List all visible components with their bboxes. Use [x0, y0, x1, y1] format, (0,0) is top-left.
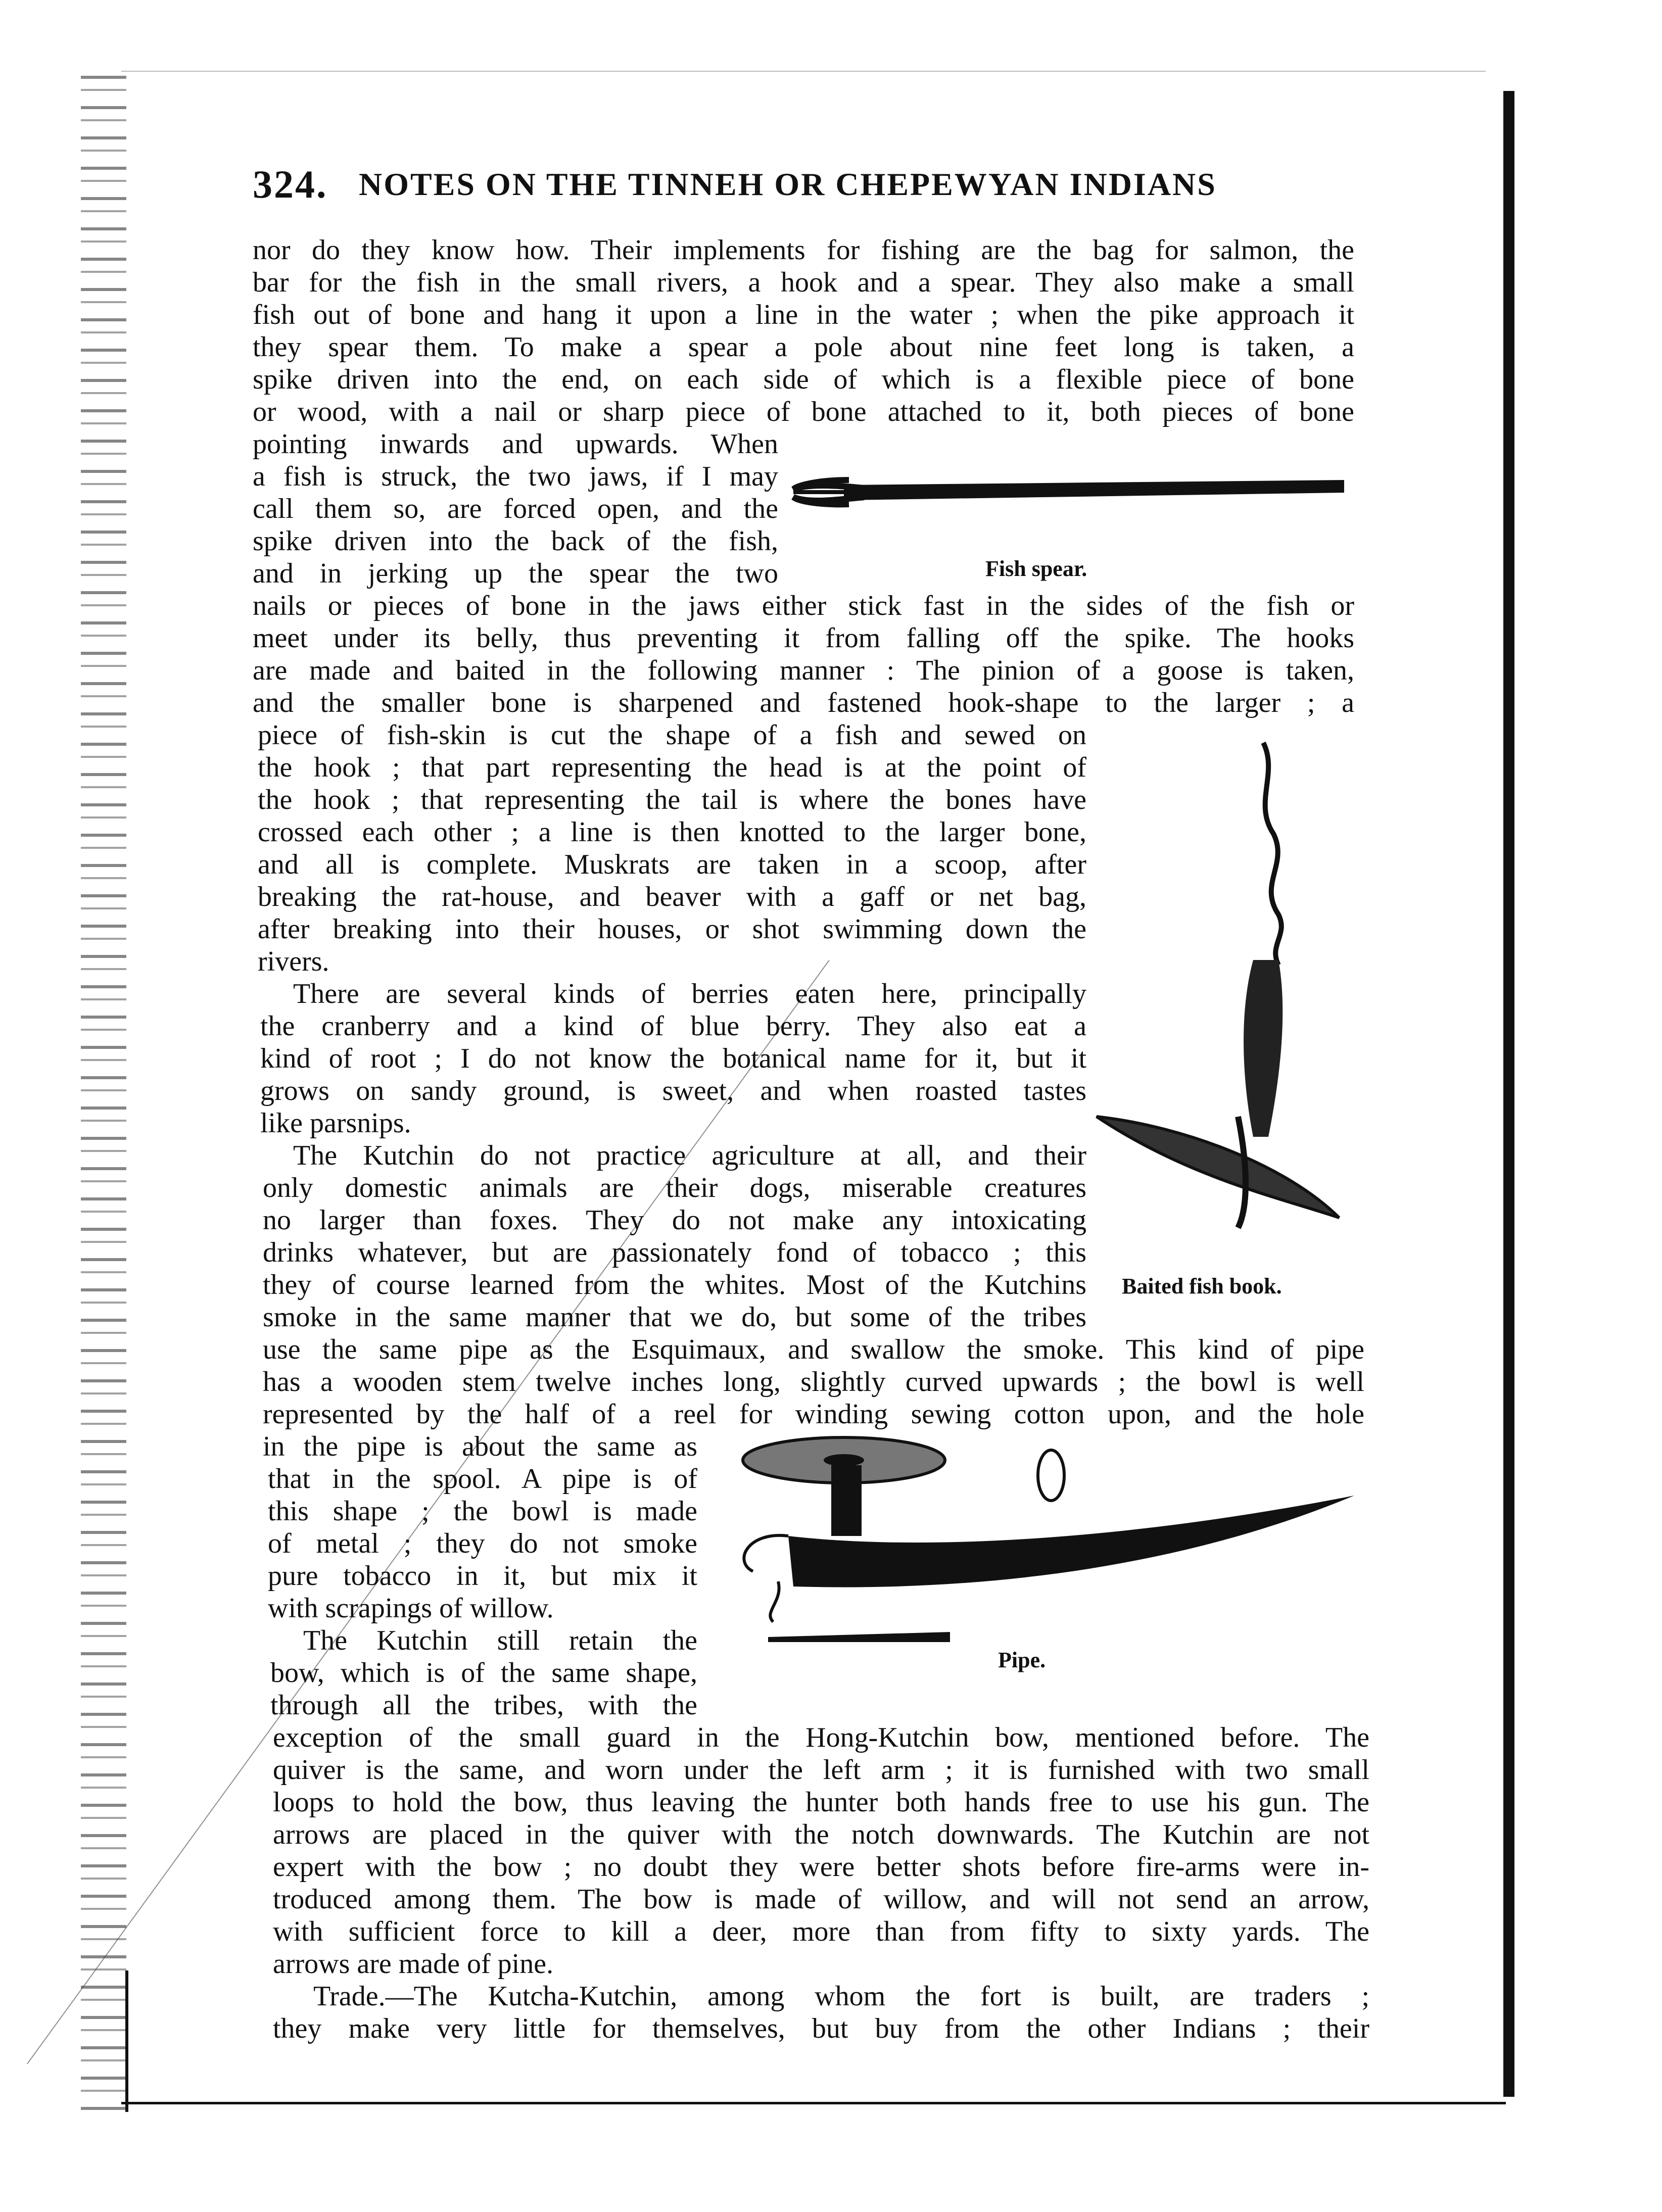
text-line: quiver is the same, and worn under the left arm ; it is furnished with two small — [273, 1754, 1369, 1786]
hook-bone — [1244, 960, 1283, 1137]
text-line: grows on sandy ground, is sweet, and when roasted tastes — [260, 1075, 1086, 1107]
text-line: no larger than foxes. They do not make any intoxicating — [263, 1205, 1086, 1236]
text-line: and the smaller bone is sharpened and fastened hook-shape to the larger ; a — [253, 687, 1354, 718]
text-line: pure tobacco in it, but mix it — [268, 1560, 697, 1592]
text-line: The Kutchin still retain the — [303, 1625, 697, 1656]
text-line: this shape ; the bowl is made — [268, 1496, 697, 1527]
text-line: through all the tribes, with the — [270, 1690, 697, 1721]
text-line: drinks whatever, but are passionately fond of tobacco ; this — [263, 1237, 1086, 1268]
pipe-tassel — [744, 1535, 788, 1571]
text-line: like parsnips. — [260, 1108, 411, 1139]
page-number: 324. — [253, 162, 328, 206]
text-line: has a wooden stem twelve inches long, slightly curved upwards ; the bowl is well — [263, 1366, 1364, 1398]
text-line: Trade.—The Kutcha-Kutchin, among whom the fort is built, are traders ; — [313, 1981, 1369, 2012]
text-line: The Kutchin do not practice agriculture at all, and their — [293, 1140, 1086, 1171]
text-line: that in the spool. A pipe is of — [268, 1463, 697, 1495]
text-line: rivers. — [258, 946, 329, 977]
text-line: arrows are made of pine. — [273, 1948, 554, 1980]
text-line: kind of root ; I do not know the botanical name for it, but it — [260, 1043, 1086, 1074]
pipe-caption: Pipe. — [998, 1648, 1046, 1672]
text-line: they of course learned from the whites. Most of the Kutchins — [263, 1269, 1086, 1301]
running-title: NOTES ON THE TINNEH OR CHEPEWYAN INDIANS — [359, 166, 1217, 202]
right-margin-rule — [1503, 91, 1514, 2097]
text-line: they make very little for themselves, but buy from the other Indians ; their — [273, 2013, 1369, 2044]
text-line: pointing inwards and upwards. When — [253, 428, 778, 460]
text-line: spike driven into the end, on each side of which is a flexible piece of bone — [253, 364, 1354, 395]
text-line: bar for the fish in the small rivers, a hook and a spear. They also make a small — [253, 267, 1354, 298]
pipe-bowl-neck — [831, 1465, 862, 1536]
fish-spear-figure — [778, 445, 1374, 546]
pipe-figure — [718, 1430, 1405, 1652]
text-line: the cranberry and a kind of blue berry. They also eat a — [260, 1011, 1086, 1042]
text-line: arrows are placed in the quiver with the notch downwards. The Kutchin are not — [273, 1819, 1369, 1850]
text-line: nails or pieces of bone in the jaws either stick fast in the sides of the fish or — [253, 590, 1354, 621]
text-line: are made and baited in the following manner : The pinion of a goose is taken, — [253, 655, 1354, 686]
text-line: smoke in the same manner that we do, but some of the tribes — [263, 1302, 1086, 1333]
fish-spear-caption: Fish spear. — [985, 556, 1087, 581]
pipe-stem — [788, 1496, 1354, 1587]
text-line: in the pipe is about the same as — [263, 1431, 697, 1462]
text-line: nor do they know how. Their implements for fishing are the bag for salmon, the — [253, 234, 1354, 266]
text-line: piece of fish-skin is cut the shape of a fish and sewed on — [258, 719, 1086, 751]
text-line: meet under its belly, thus preventing it from falling off the spike. The hooks — [253, 622, 1354, 654]
text-line: troduced among them. The bow is made of willow, and will not send an arrow, — [273, 1884, 1369, 1915]
text-line: use the same pipe as the Esquimaux, and swallow the smoke. This kind of pipe — [263, 1334, 1364, 1365]
text-line: and all is complete. Muskrats are taken in a scoop, after — [258, 849, 1086, 880]
bottom-margin-rule — [121, 2102, 1506, 2104]
text-line: spike driven into the back of the fish, — [253, 525, 778, 557]
text-line: the hook ; that part representing the head is at the point of — [258, 752, 1086, 783]
text-line: a fish is struck, the two jaws, if I may — [253, 461, 778, 492]
pipe-pick — [768, 1632, 950, 1642]
hook-line — [1263, 743, 1281, 965]
fish-skin-bait — [1097, 1117, 1339, 1218]
text-line: There are several kinds of berries eaten here, principally — [293, 978, 1086, 1009]
spear-jaw-upper — [793, 480, 864, 489]
spear-pole — [844, 480, 1344, 500]
text-line: fish out of bone and hang it upon a line in the water ; when the pike approach it — [253, 299, 1354, 330]
text-line: or wood, with a nail or sharp piece of bone attached to it, both pieces of bone — [253, 396, 1354, 427]
text-line: bow, which is of the same shape, — [270, 1657, 697, 1689]
text-line: with sufficient force to kill a deer, more than from fifty to sixty yards. The — [273, 1916, 1369, 1947]
text-line: the hook ; that representing the tail is where the bones have — [258, 784, 1086, 815]
text-line: exception of the small guard in the Hong-Kutchin bow, mentioned before. The — [273, 1722, 1369, 1753]
text-line: they spear them. To make a spear a pole about nine feet long is taken, a — [253, 331, 1354, 363]
spear-jaw-lower — [793, 497, 864, 504]
pipe-bowl-hole — [824, 1454, 864, 1466]
baited-fish-hook-figure — [1086, 733, 1369, 1263]
text-line: loops to hold the bow, thus leaving the hunter both hands free to use his gun. The — [273, 1787, 1369, 1818]
text-line: call them so, are forced open, and the — [253, 493, 778, 524]
pipe-bowl-section — [1038, 1450, 1064, 1501]
pipe-tassel-lower — [770, 1581, 779, 1622]
left-edge-mark — [125, 1970, 128, 2112]
text-line: and in jerking up the spear the two — [253, 558, 778, 589]
left-binding-edge — [81, 76, 126, 2112]
text-line: crossed each other ; a line is then knotted to the larger bone, — [258, 816, 1086, 848]
text-line: represented by the half of a reel for winding sewing cotton upon, and the hole — [263, 1399, 1364, 1430]
fish-hook-caption: Baited fish book. — [1122, 1274, 1282, 1299]
text-line: expert with the bow ; no doubt they were better shots before fire-arms were in- — [273, 1851, 1369, 1883]
page-header — [253, 162, 1415, 207]
text-line: with scrapings of willow. — [268, 1593, 554, 1624]
top-edge — [121, 71, 1486, 72]
text-line: after breaking into their houses, or shot swimming down the — [258, 913, 1086, 945]
text-line: breaking the rat-house, and beaver with a gaff or net bag, — [258, 881, 1086, 912]
text-line: only domestic animals are their dogs, miserable creatures — [263, 1172, 1086, 1204]
text-line: of metal ; they do not smoke — [268, 1528, 697, 1559]
